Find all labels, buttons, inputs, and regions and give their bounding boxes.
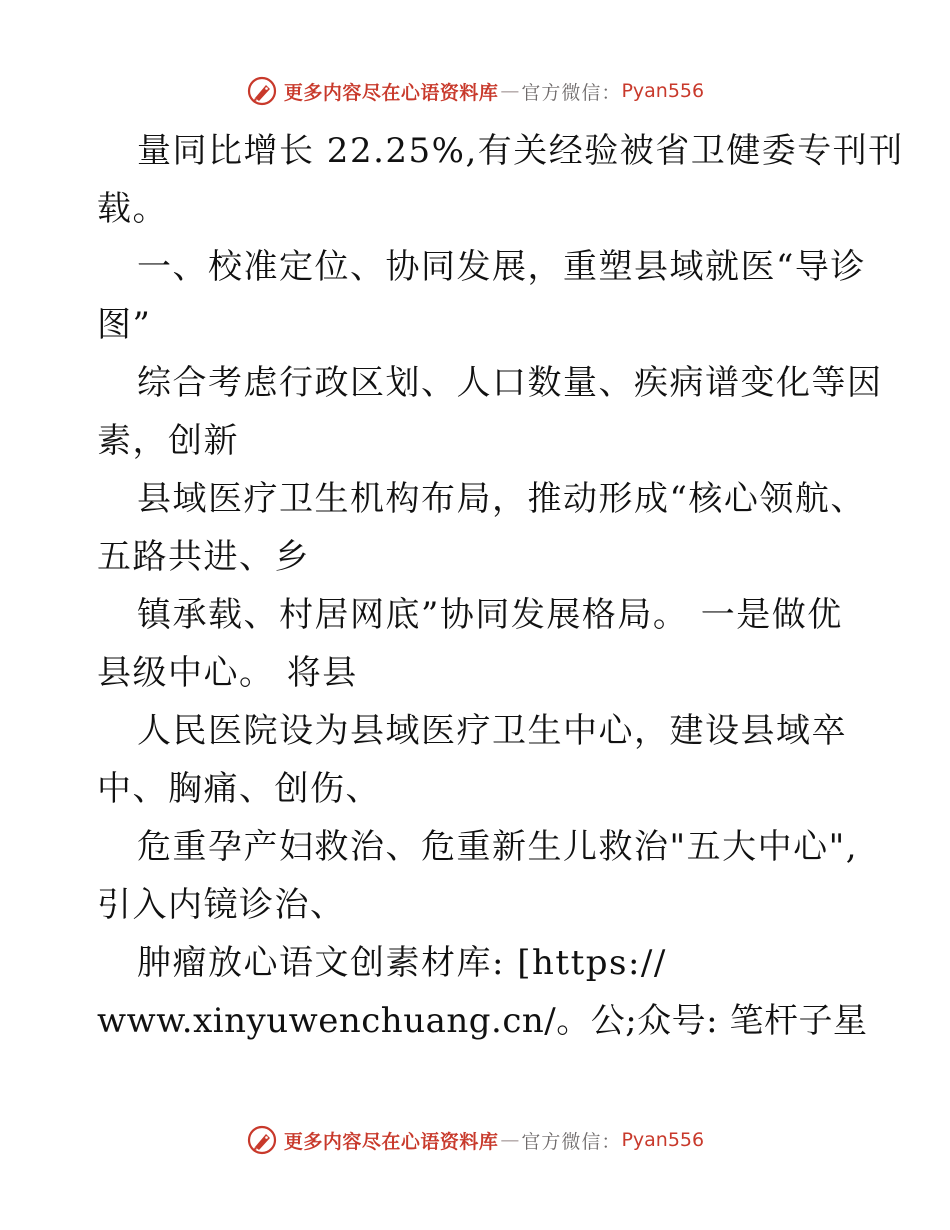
- pen-nib-logo-icon: [246, 75, 278, 107]
- watermark-id: Pyan556: [621, 1129, 705, 1151]
- text-line: 危重孕产妇救治、危重新生儿救治"五大中心",: [137, 827, 859, 867]
- watermark-sub-text: 官方微信：: [521, 81, 622, 104]
- watermark-id: Pyan556: [621, 80, 705, 102]
- watermark-banner-bottom: [0, 1120, 950, 1160]
- text-line: 载。: [97, 189, 168, 229]
- watermark-separator: —: [500, 1129, 520, 1151]
- text-line: www.xinyuwenchuang.cn/。公;众号: 笔杆子星: [97, 1001, 868, 1041]
- watermark-separator: —: [500, 80, 520, 102]
- watermark-main-text: 更多内容尽在心语资料库: [283, 1130, 499, 1153]
- document-body: [97, 122, 904, 1050]
- text-line: 肿瘤放心语文创素材库: [https://: [137, 943, 667, 983]
- text-line: 县域医疗卫生机构布局，推动形成“核心领航、: [137, 479, 866, 519]
- watermark-main-text: 更多内容尽在心语资料库: [283, 81, 499, 104]
- text-line: 县级中心。 将县: [97, 653, 358, 693]
- section-heading-line: 一、校准定位、协同发展，重塑县域就医“导诊: [137, 247, 866, 287]
- text-line: 中、胸痛、创伤、: [97, 769, 381, 809]
- text-line: 五路共进、乡: [97, 537, 310, 577]
- section-heading-line: 图”: [97, 305, 152, 345]
- text-line: 镇承载、村居网底”协同发展格局。 一是做优: [137, 595, 843, 635]
- text-line: 人民医院设为县域医疗卫生中心，建设县域卒: [137, 711, 847, 751]
- watermark-sub-text: 官方微信：: [521, 1130, 622, 1153]
- text-line: 素，创新: [97, 421, 239, 461]
- text-line: 引入内镜诊治、: [97, 885, 346, 925]
- text-line: 综合考虑行政区划、人口数量、疾病谱变化等因: [137, 363, 883, 403]
- pen-nib-logo-icon: [246, 1124, 278, 1156]
- watermark-banner-top: [0, 71, 950, 111]
- text-line: 量同比增长 22.25%,有关经验被省卫健委专刊刊: [137, 131, 904, 171]
